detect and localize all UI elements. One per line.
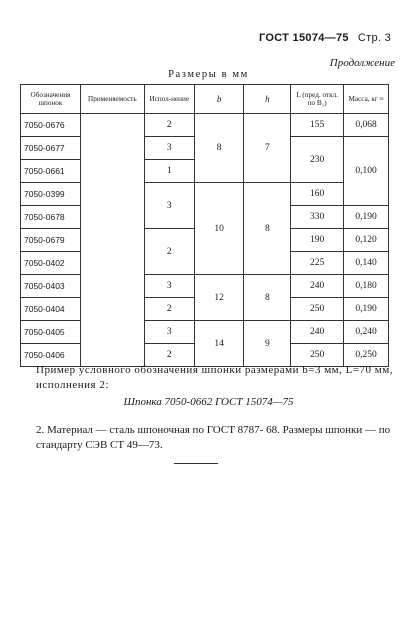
length-cell: 330 — [291, 206, 344, 229]
designation-cell: 7050-0677 — [21, 137, 81, 160]
length-cell: 230 — [291, 137, 344, 183]
execution-cell: 2 — [144, 344, 194, 367]
header-h: h — [244, 85, 291, 114]
header-execution: Испол-нение — [144, 85, 194, 114]
designation-cell: 7050-0403 — [21, 275, 81, 298]
designation-cell: 7050-0676 — [21, 114, 81, 137]
table-row — [21, 321, 389, 344]
table-header-row — [21, 85, 389, 114]
execution-cell: 1 — [144, 160, 194, 183]
h-cell: 7 — [244, 114, 291, 183]
continuation-label: Продолжение — [329, 57, 395, 69]
length-cell: 240 — [291, 275, 344, 298]
designation-example-text: Пример условного обозначения шпонки размерами b=3 мм, L=70 мм, исполнения 2: — [36, 364, 393, 391]
table-row — [21, 183, 389, 206]
page-number: Стр. 3 — [357, 32, 391, 44]
length-cell: 155 — [291, 114, 344, 137]
header-L: L (пред. откл. по B₁) — [291, 85, 344, 114]
length-cell: 190 — [291, 229, 344, 252]
designation-cell: 7050-0661 — [21, 160, 81, 183]
execution-cell: 3 — [144, 275, 194, 298]
designation-cell: 7050-0404 — [21, 298, 81, 321]
dimensions-table — [20, 84, 389, 367]
mass-cell: 0,240 — [344, 321, 389, 344]
mass-cell: 0,120 — [344, 229, 389, 252]
h-cell: 8 — [244, 183, 291, 275]
table-row — [21, 114, 389, 137]
execution-cell: 3 — [144, 183, 194, 229]
h-cell: 8 — [244, 275, 291, 321]
execution-cell: 2 — [144, 229, 194, 275]
mass-cell: 0,190 — [344, 206, 389, 229]
b-cell: 8 — [194, 114, 244, 183]
designation-cell: 7050-0399 — [21, 183, 81, 206]
length-cell: 160 — [291, 183, 344, 206]
designation-example-code: Шпонка 7050-0662 ГОСТ 15074—75 — [123, 396, 294, 408]
mass-cell: 0,180 — [344, 275, 389, 298]
length-cell: 225 — [291, 252, 344, 275]
designation-cell: 7050-0402 — [21, 252, 81, 275]
execution-cell: 3 — [144, 321, 194, 344]
page-header — [259, 32, 391, 44]
applicability-cell — [80, 114, 144, 367]
mass-cell: 0,100 — [344, 137, 389, 206]
execution-cell: 2 — [144, 114, 194, 137]
length-cell: 250 — [291, 298, 344, 321]
b-cell: 12 — [194, 275, 244, 321]
b-cell: 14 — [194, 321, 244, 367]
designation-cell: 7050-0679 — [21, 229, 81, 252]
header-designation: Обозначения шпонок — [21, 85, 81, 114]
header-mass: Масса, кг ≈ — [344, 85, 389, 114]
table-row — [21, 275, 389, 298]
table-caption: Размеры в мм — [168, 69, 249, 80]
designation-cell: 7050-0678 — [21, 206, 81, 229]
execution-cell: 3 — [144, 137, 194, 160]
length-cell: 240 — [291, 321, 344, 344]
mass-cell: 0,190 — [344, 298, 389, 321]
material-note: 2. Материал — сталь шпоночная по ГОСТ 8787- 68. Размеры шпонки — по стандарту СЭВ СТ 49—73. — [36, 424, 391, 451]
header-b: b — [194, 85, 244, 114]
b-cell: 10 — [194, 183, 244, 275]
mass-cell: 0,250 — [344, 344, 389, 367]
header-applicability: Применяемость — [80, 85, 144, 114]
designation-cell: 7050-0406 — [21, 344, 81, 367]
mass-cell: 0,068 — [344, 114, 389, 137]
execution-cell: 2 — [144, 298, 194, 321]
end-divider — [174, 463, 218, 464]
designation-cell: 7050-0405 — [21, 321, 81, 344]
standard-number: ГОСТ 15074—75 — [258, 32, 349, 44]
length-cell: 250 — [291, 344, 344, 367]
mass-cell: 0,140 — [344, 252, 389, 275]
h-cell: 9 — [244, 321, 291, 367]
